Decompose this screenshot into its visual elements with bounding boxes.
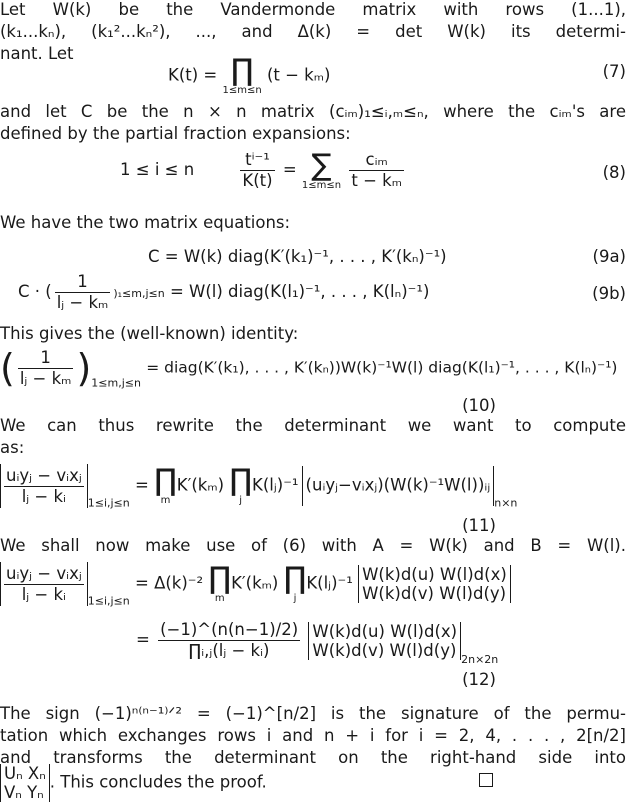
eq9b-fraction [55,272,111,313]
sum-limit: 1≤m≤n [301,179,342,191]
product-symbol: ∏ [208,561,232,596]
equation-9a: C = W(k) diag(K′(k₁)⁻¹, . . . , K′(kₙ)⁻¹) [148,247,447,266]
product-limit: m [160,495,171,506]
para4: This gives the (well-known) identity: [0,324,299,343]
eq10-num: 1 [18,348,74,369]
eq7-rhs: (t − kₘ) [266,65,331,85]
para2-line2: defined by the partial fraction expansions: [0,124,351,143]
eq10-den: lⱼ − kₘ [19,368,72,388]
eq12-product-j [283,561,307,604]
eq12-sign-den: ∏ᵢ,ⱼ(lⱼ − kᵢ) [188,641,270,660]
eq11-subscript: 1≤i,j≤n [87,496,130,510]
eq8-fraction-right [349,150,404,191]
product-limit: 1≤m≤n [222,85,262,96]
equation-10 [0,346,617,390]
eq11-den: lⱼ − kᵢ [21,486,67,506]
product-limit: j [239,495,243,506]
product-symbol: ∏ [229,463,253,498]
product-limit: j [293,593,297,604]
conclusion-text: . This concludes the proof. [49,772,267,792]
eq10-subscript: 1≤m,j≤n [91,376,141,390]
sum-symbol: ∑ [311,147,332,183]
det-bar-left-2 [302,466,303,506]
eq9b-subscript: )₁≤m,j≤n [113,287,165,300]
det-bar-left [0,464,1,508]
paren-left: ( [0,346,15,390]
eq12-fraction [4,564,84,605]
matrix-row-2: W(k)d(v) W(l)d(y) [312,640,457,660]
eq10-rhs: = diag(K′(k₁), . . . , K′(kₙ))W(k)⁻¹W(l) diag(K(l₁)⁻¹, . . . , K(lₙ)⁻¹) [146,358,618,377]
sum-operator [301,147,342,191]
paren-right: ) [76,346,92,390]
eq9b-num: 1 [55,272,111,293]
para3: We have the two matrix equations: [0,213,291,232]
eq8-condition: 1 ≤ i ≤ n [120,160,195,179]
eq7-tag: (7) [602,62,626,81]
eq11-equals: = [135,475,149,495]
eq7-lhs: K(t) = [168,65,218,85]
final-matrix [0,764,50,802]
det-bar-left [0,562,1,606]
eq12-subscript-3: 2n×2n [461,653,499,666]
eq12-num: uᵢyⱼ − vᵢxⱼ [6,563,82,583]
para2-line1: and let C be the n × n matrix (cᵢₘ)₁≤ᵢ,ₘ≤ₙ, where the cᵢₘ's are [0,102,626,121]
eq11-subscript-2: n×n [494,496,518,510]
matrix-row-1: W(k)d(u) W(l)d(x) [362,565,507,584]
eq9b-tag: (9b) [592,284,626,303]
equation-7 [168,53,331,96]
eq9a-tag: (9a) [592,247,626,266]
eq11-tag: (11) [462,516,496,535]
para1-line1: Let W(k) be the Vandermonde matrix with rows (1...1), [0,0,626,19]
para1-line3: nant. Let [0,44,74,63]
eq11-kprime: K′(kₘ) [176,475,225,495]
equation-12-line2 [136,620,498,666]
product-limit: m [214,593,225,604]
eq9b-den: lⱼ − kₘ [56,293,109,312]
para1-line2: (k₁...kₙ), (k₁²...kₙ²), ..., and Δ(k) = det W(k) its determi- [0,22,626,41]
para7-line3: and transforms the determinant on the right-hand side into [0,748,626,767]
matrix-row-1: W(k)d(u) W(l)d(x) [312,621,458,641]
para7-line4 [0,764,267,802]
para7-line1: The sign (−1)ⁿ⁽ⁿ⁻¹⁾ᐟ² = (−1)^[n/2] is the signature of the permu- [0,704,626,723]
eq12-matrix-1 [358,565,511,603]
eq12-delta: = Δ(k)⁻² [135,573,204,593]
eq8-den-left: K(t) [242,171,273,190]
eq11-product-j [229,463,253,506]
eq11-fraction [4,466,84,507]
equation-9b [18,272,429,313]
eq11-kl: K(lⱼ)⁻¹ [252,475,299,495]
matrix-row-2: W(k)d(v) W(l)d(y) [362,584,507,603]
eq8-fraction-left [240,150,274,191]
product-symbol: ∏ [154,463,177,498]
equation-8 [120,147,407,191]
eq8-den-right: t − kₘ [351,171,402,190]
eq12-product-m [208,561,232,604]
eq8-num-right: cᵢₘ [349,150,404,171]
para5-line2: as: [0,438,25,457]
eq9b-rhs: = W(l) diag(K(l₁)⁻¹, . . . , K(lₙ)⁻¹) [169,282,430,301]
matrix-row-1: Uₙ Xₙ [4,764,46,783]
eq12-sign-num: (−1)^(n(n−1)/2) [160,620,299,639]
eq12-den: lⱼ − kᵢ [21,584,67,604]
eq11-num: uᵢyⱼ − vᵢxⱼ [6,465,82,485]
matrix-row-2: Vₙ Yₙ [4,783,44,802]
para6: We shall now make use of (6) with A = W(k) and B = W(l). [0,536,626,555]
eq12-equals-2: = [136,630,150,649]
equation-12-line1 [0,562,511,608]
product-operator [222,53,262,96]
eq12-matrix-2 [308,622,461,660]
eq9b-lhs: C · ( [18,282,52,301]
eq10-fraction [18,348,74,389]
eq8-num-left: tⁱ⁻¹ [240,150,274,171]
eq8-tag: (8) [602,163,626,182]
eq12-tag: (12) [462,670,496,689]
product-symbol: ∏ [283,561,307,596]
para5-line1: We can thus rewrite the determinant we want to compute [0,416,626,435]
eq12-kprime: K′(kₘ) [231,573,279,593]
equation-11 [0,464,517,510]
product-symbol: ∏ [230,53,254,88]
eq8-equals: = [282,160,297,179]
eq10-tag: (10) [462,396,496,415]
eq11-inner: (uᵢyⱼ−vᵢxⱼ)(W(k)⁻¹W(l))ᵢⱼ [305,475,491,495]
eq11-product-m [154,463,177,506]
qed-box-icon [479,773,493,787]
eq12-subscript: 1≤i,j≤n [87,594,130,608]
eq12-kl: K(lⱼ)⁻¹ [306,573,353,593]
para7-line2: tation which exchanges rows i and n + i for i = 2, 4, . . . , 2[n/2] [0,726,626,745]
eq12-sign-fraction [158,620,300,661]
